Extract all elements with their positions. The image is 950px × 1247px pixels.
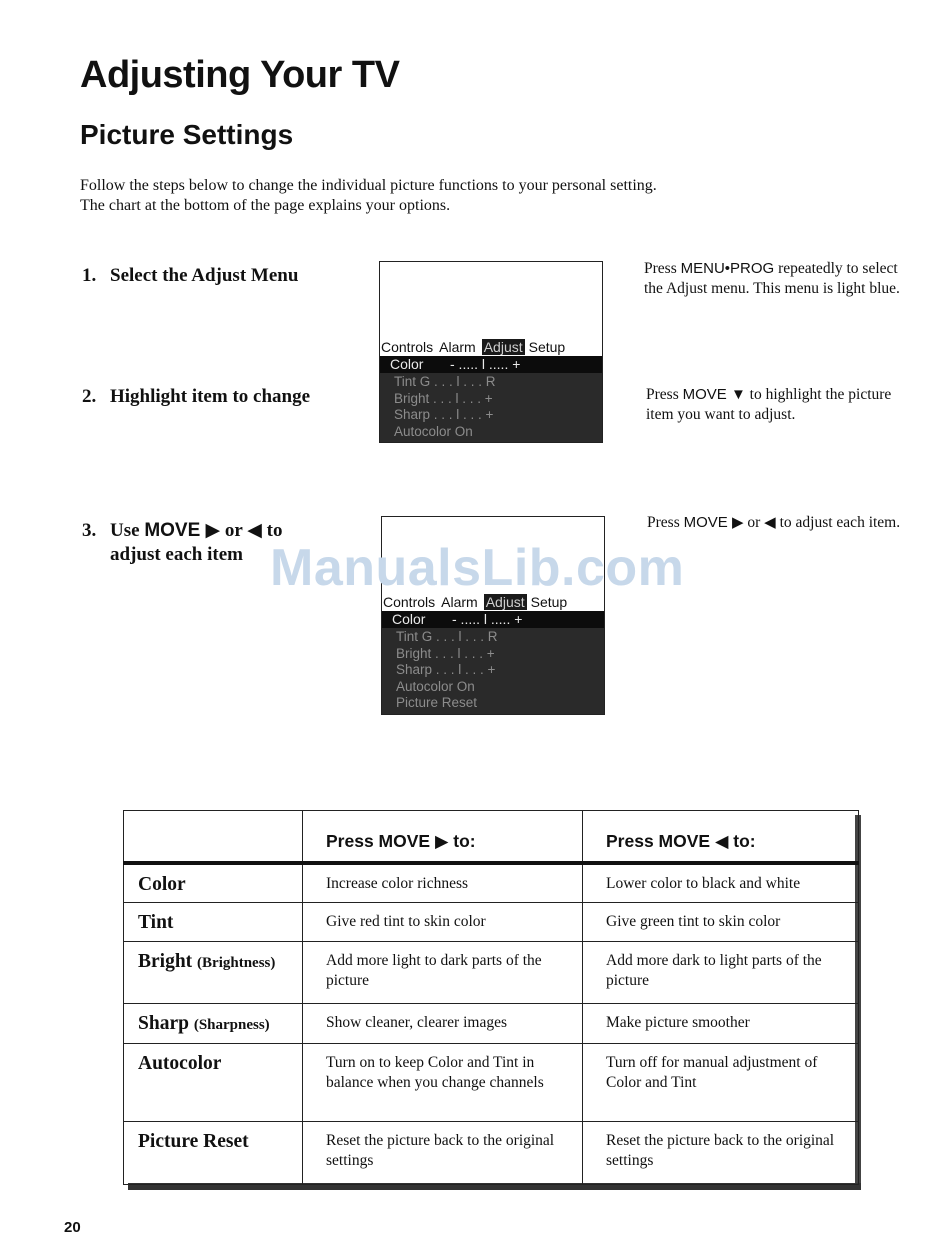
step-3-title-text: to: [261, 520, 283, 541]
watermark: ManualsLib.com: [270, 539, 685, 597]
step-3-title-text: Use: [110, 520, 145, 541]
row-label-autocolor: Autocolor: [124, 1044, 303, 1122]
intro-paragraph: Follow the steps below to change the individual picture functions to your personal setting. The chart at the bottom of the page explains your options.: [80, 177, 657, 214]
table-row: [124, 1044, 859, 1122]
cell-move-left: Make picture smoother: [583, 1004, 859, 1044]
menu-item-list: [382, 628, 604, 714]
cell-move-right: Add more light to dark parts of the picture: [303, 942, 583, 1004]
section-title: Picture Settings: [80, 119, 294, 150]
step-1-note-text: Press: [644, 260, 681, 277]
row-label-picture-reset: Picture Reset: [124, 1122, 303, 1185]
menu-item-label: Color: [390, 356, 424, 372]
menu-item-tint: Tint G . . . l . . . R: [394, 374, 496, 389]
step-3-note-text: Press: [647, 514, 684, 531]
cell-move-left: Lower color to black and white: [583, 863, 859, 903]
move-right-button-name: MOVE ▶: [683, 514, 744, 531]
tab-adjust: Adjust: [483, 339, 523, 355]
step-1-number: 1.: [82, 265, 97, 286]
table-header-move-left: Press MOVE ◀ to:: [583, 811, 859, 863]
move-left-arrow: ◀: [764, 514, 776, 531]
menu-item-list: [380, 373, 602, 442]
table-row: [124, 942, 859, 1004]
table-header-move-right: Press MOVE ▶ to:: [303, 811, 583, 863]
cell-move-left: Turn off for manual adjustment of Color and Tint: [583, 1044, 859, 1122]
tab-adjust: Adjust: [485, 594, 525, 610]
step-3-note: [647, 513, 907, 533]
table-row: [124, 903, 859, 942]
menu-item-bright: Bright . . . l . . . +: [396, 645, 495, 661]
row-label-tint: Tint: [124, 903, 303, 942]
menu-item-sharp: Sharp . . . l . . . +: [396, 662, 496, 677]
menu-item-bright: Bright . . . l . . . +: [394, 390, 493, 406]
move-right-button-name: MOVE ▶: [144, 520, 221, 541]
row-label-color: Color: [124, 863, 303, 903]
tab-alarm: Alarm: [439, 339, 476, 355]
step-3-note-text: or: [743, 514, 765, 531]
table-row: [124, 1004, 859, 1044]
page-title: Adjusting Your TV: [80, 54, 400, 96]
step-1-note: [644, 259, 906, 299]
menu-item-scale: - ..... l ..... +: [452, 611, 523, 627]
cell-move-right: Turn on to keep Color and Tint in balance when you change channels: [303, 1044, 583, 1122]
menu-item-sharp: Sharp . . . l . . . +: [394, 407, 494, 422]
menu-item-scale: - ..... l ..... +: [450, 356, 521, 372]
step-2-note-text: to highlight the picture item you want to adjust.: [646, 386, 892, 423]
table-header-row: [124, 811, 859, 863]
menu-item-picture-reset: Picture Reset: [396, 695, 478, 710]
picture-options-table: [123, 810, 859, 1185]
step-3-number: 3.: [82, 520, 97, 541]
menu-item-tint: Tint G . . . l . . . R: [396, 629, 498, 644]
menu-item-autocolor: Autocolor On: [394, 423, 473, 439]
tab-alarm: Alarm: [441, 594, 478, 610]
table-row: [124, 863, 859, 903]
move-down-button-name: MOVE ▼: [682, 386, 746, 403]
table-row: [124, 1122, 859, 1185]
row-label-bright: Bright (Brightness): [124, 942, 303, 1004]
tab-setup: Setup: [528, 339, 566, 355]
menu-item-color-selected: [382, 611, 604, 628]
tab-controls: Controls: [381, 339, 434, 355]
page-number: 20: [64, 1219, 81, 1236]
step-2-number: 2.: [82, 386, 97, 407]
tab-controls: Controls: [383, 594, 436, 610]
step-1-note-text: repeatedly to select the Adjust menu. This menu is light blue.: [644, 260, 900, 297]
cell-move-right: Increase color richness: [303, 863, 583, 903]
tab-setup: Setup: [530, 594, 568, 610]
menu-prog-button-name: MENU•PROG: [680, 260, 775, 277]
tv-menu-screen-1: [379, 261, 603, 443]
move-left-arrow: ◀: [247, 520, 262, 541]
step-3-title-text: or: [220, 520, 248, 541]
step-2-note: [646, 385, 896, 425]
cell-move-left: Add more dark to light parts of the picture: [583, 942, 859, 1004]
menu-item-color-selected: [380, 356, 602, 373]
menu-item-autocolor: Autocolor On: [396, 678, 475, 694]
cell-move-left: Reset the picture back to the original settings: [583, 1122, 859, 1185]
row-label-sharp: Sharp (Sharpness): [124, 1004, 303, 1044]
cell-move-right: Show cleaner, clearer images: [303, 1004, 583, 1044]
step-1-title: Select the Adjust Menu: [110, 265, 299, 286]
menu-tab-bar: [380, 339, 602, 356]
table-header-blank: [124, 811, 303, 863]
cell-move-left: Give green tint to skin color: [583, 903, 859, 942]
cell-move-right: Give red tint to skin color: [303, 903, 583, 942]
step-3-title-text: adjust each item: [110, 544, 243, 565]
step-1-heading: [82, 264, 298, 288]
menu-item-label: Color: [392, 611, 426, 627]
step-3-note-text: to adjust each item.: [775, 514, 901, 531]
step-2-title: Highlight item to change: [110, 386, 311, 407]
cell-move-right: Reset the picture back to the original settings: [303, 1122, 583, 1185]
step-2-note-text: Press: [646, 386, 683, 403]
step-2-heading: [82, 385, 310, 409]
